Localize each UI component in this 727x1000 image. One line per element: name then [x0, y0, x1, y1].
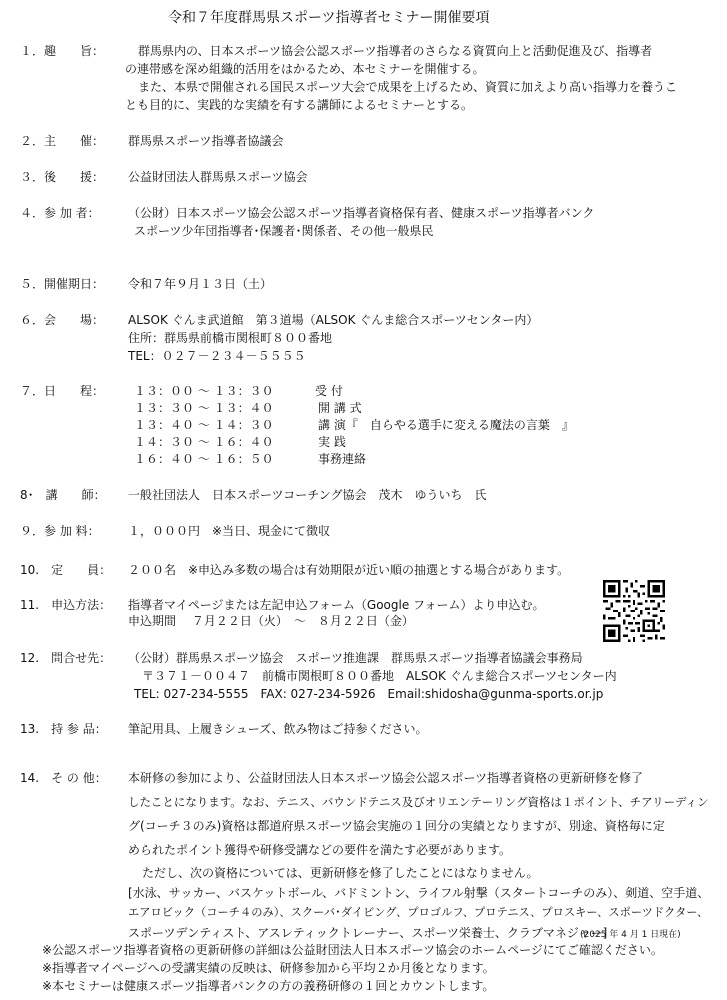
page-title: 令和７年度群馬県スポーツ指導者セミナー開催要項: [168, 10, 490, 26]
section-lecturer-label: 8･ 講 師：: [20, 488, 106, 502]
section-other-line: エアロビック（コーチ４のみ）、スクーバ･ダイビング、プロゴルフ、プロテニス、プロスキー、スポーツドクター、: [128, 906, 709, 919]
section-purpose-line: とも目的に、実践的な実績を有する講師によるセミナーとする。: [125, 98, 474, 112]
section-other-label: 14. そ の 他：: [20, 771, 107, 785]
section-purpose-line: 群馬県内の、日本スポーツ協会公認スポーツ指導者のさらなる資質向上と活動促進及び、指導者: [138, 44, 653, 58]
section-venue-line: ALSOK ぐんま武道館 第３道場（ALSOK ぐんま総合スポーツセンター内）: [128, 313, 539, 327]
section-other-line: したことになります。なお、テニス、バウンドテニス及びオリエンテーリング資格は１ポイント、チアリーディン: [128, 795, 709, 809]
section-other-line: 本研修の参加により、公益財団法人日本スポーツ協会公認スポーツ指導者資格の更新研修を修了: [128, 771, 644, 785]
section-lecturer-value: 一般社団法人 日本スポーツコーチング協会 茂木 ゆういち 氏: [128, 488, 487, 502]
section-contact-line: 〒３７１－００４７ 前橋市関根町８００番地 ALSOK ぐんま総合スポーツセンター内: [142, 669, 617, 683]
section-participants-line: （公財）日本スポーツ協会公認スポーツ指導者資格保有者、健康スポーツ指導者バンク: [128, 206, 595, 220]
section-participants-label: ４．参 加 者：: [20, 206, 100, 220]
section-venue-line: TEL：０２７－２３４－５５５５: [128, 349, 306, 363]
section-application-line: 申込期間 ７月２２日（火） ～ ８月２２日（金）: [128, 614, 414, 628]
schedule-event: 講 演『 自らやる選手に変える魔法の言葉 』: [318, 418, 574, 432]
schedule-time: １６：４０ ～ １６：５０: [134, 452, 274, 466]
schedule-time: １３：４０ ～ １４：３０: [134, 418, 274, 432]
section-other-line: グ(コーチ３のみ)資格は都道府県スポーツ協会実施の１回分の実績となりますが、別途、資格毎に定: [128, 819, 665, 833]
schedule-event: 受 付: [315, 384, 343, 398]
section-participants-line: スポーツ少年団指導者･保護者･関係者、その他一般県民: [134, 224, 434, 238]
schedule-event: 事務連絡: [318, 452, 367, 466]
section-capacity-value: ２００名 ※申込み多数の場合は有効期限が近い順の抽選とする場合があります。: [128, 563, 570, 577]
footnote: ※指導者マイページへの受講実績の反映は、研修参加から平均２か月後となります。: [42, 961, 495, 975]
schedule-time: １３：３０ ～ １３：４０: [134, 401, 274, 415]
section-other-line: [水泳、サッカー、バスケットボール、バドミントン、ライフル射撃（スタートコーチのみ）、剣道、空手道、: [128, 886, 710, 900]
section-fee-value: １，０００円 ※当日、現金にて徴収: [128, 524, 331, 538]
section-contact-line: （公財）群馬県スポーツ協会 スポーツ推進課 群馬県スポーツ指導者協議会事務局: [128, 651, 583, 665]
section-other-line: められたポイント獲得や研修受講などの要件を満たす必要があります。: [128, 843, 512, 857]
section-other-date-note: (2025 年 4 月 1 日現在): [580, 930, 681, 940]
section-contact-line: TEL: 027-234-5555 FAX: 027-234-5926 Email:shidosha@gunma-sports.or.jp: [134, 687, 604, 701]
section-belongings-label: 13. 持 参 品：: [20, 722, 107, 736]
section-application-line: 指導者マイページまたは左記申込フォーム（Google フォーム）より申込む。: [128, 598, 545, 612]
section-other-line: ただし、次の資格については、更新研修を修了したことにはなりません。: [142, 866, 539, 880]
section-schedule-label: ７．日 程：: [20, 384, 105, 398]
section-capacity-label: 10. 定 員：: [20, 563, 112, 577]
section-organizer-label: ２．主 催：: [20, 134, 105, 148]
section-belongings-value: 筆記用具、上履きシューズ、飲み物はご持参ください。: [128, 722, 428, 736]
section-purpose-label: １．趣 旨：: [20, 44, 105, 58]
section-purpose-line: また、本県で開催される国民スポーツ大会で成果を上げるため、資質に加えより高い指導力を養うこ: [138, 80, 678, 94]
section-venue-label: ６．会 場：: [20, 313, 105, 327]
section-organizer-value: 群馬県スポーツ指導者協議会: [128, 134, 284, 148]
section-fee-label: ９．参 加 料：: [20, 524, 100, 538]
section-purpose-line: の連帯感を深め組織的活用をはかるため、本セミナーを開催する。: [125, 62, 485, 76]
footnote: ※公認スポーツ指導者資格の更新研修の詳細は公益財団法人日本スポーツ協会のホームページにてご確認ください。: [42, 943, 663, 957]
section-date-label: ５．開催期日：: [20, 277, 105, 291]
qr-code-icon[interactable]: [603, 580, 665, 642]
section-other-line: スポーツデンティスト、アスレティックトレーナー、スポーツ栄養士、クラブマネジャー]: [128, 926, 608, 940]
schedule-time: １４：３０ ～ １６：４０: [134, 435, 274, 449]
schedule-event: 開 講 式: [318, 401, 362, 415]
section-contact-label: 12. 問合せ先：: [20, 651, 112, 665]
section-date-value: 令和７年９月１３日（土）: [128, 277, 273, 291]
section-support-label: ３．後 援：: [20, 170, 105, 184]
schedule-event: 実 践: [318, 435, 346, 449]
section-application-label: 11. 申込方法：: [20, 598, 112, 612]
footnote: ※本セミナーは健康スポーツ指導者バンクの方の義務研修の１回とカウントします。: [42, 979, 495, 993]
schedule-time: １３：００ ～ １３：３０: [134, 384, 274, 398]
section-support-value: 公益財団法人群馬県スポーツ協会: [128, 170, 308, 184]
section-venue-line: 住所：群馬県前橋市関根町８００番地: [128, 331, 333, 345]
